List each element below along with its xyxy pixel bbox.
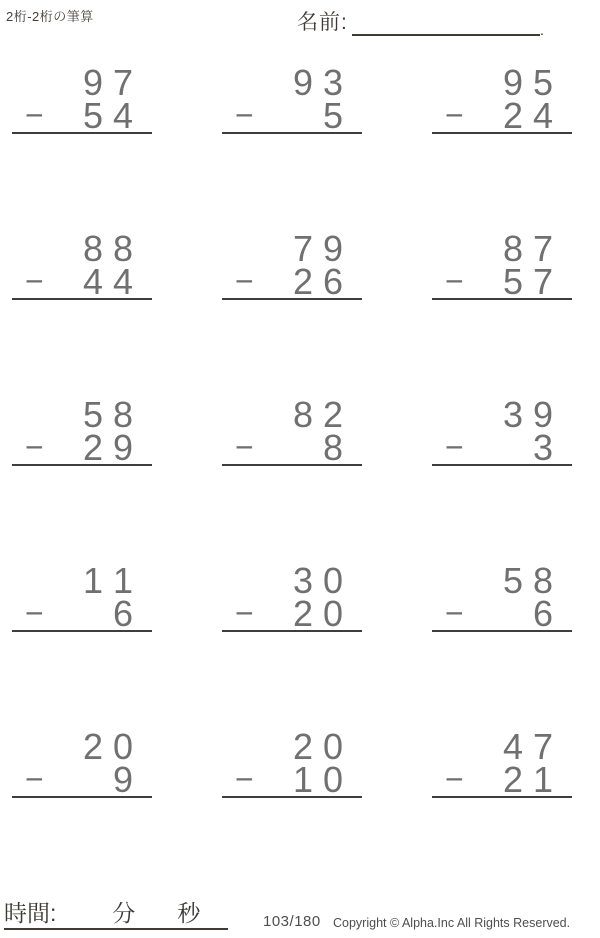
answer-line — [432, 298, 572, 300]
subtrahend-ones-digit: 8 — [322, 427, 344, 468]
minuend-tens-digit: 9 — [292, 62, 314, 103]
minus-sign: − — [25, 761, 44, 797]
minus-sign: − — [25, 595, 44, 631]
minus-sign: − — [445, 595, 464, 631]
minuend-tens-digit: 9 — [82, 62, 104, 103]
subtrahend-tens-digit — [78, 763, 108, 796]
subtrahend — [78, 261, 138, 302]
minuend-tens-digit: 2 — [82, 726, 104, 767]
minus-sign: − — [235, 595, 254, 631]
subtrahend-tens-digit: 2 — [292, 261, 314, 302]
subtrahend-ones-digit: 9 — [112, 427, 134, 468]
answer-line — [432, 796, 572, 798]
subtrahend-tens-digit — [78, 597, 108, 630]
subtrahend — [288, 759, 348, 800]
minuend-ones-digit: 8 — [112, 394, 134, 435]
subtrahend-ones-digit: 1 — [532, 759, 554, 800]
answer-line — [222, 630, 362, 632]
minuend-tens-digit: 8 — [502, 228, 524, 269]
subtraction-problem-7 — [12, 395, 152, 561]
minuend-ones-digit: 1 — [112, 560, 134, 601]
minuend-tens-digit: 2 — [292, 726, 314, 767]
subtrahend-ones-digit: 6 — [112, 593, 134, 634]
subtrahend — [78, 95, 138, 136]
subtraction-problem-8 — [222, 395, 362, 561]
subtrahend — [498, 261, 558, 302]
minuend-ones-digit: 0 — [322, 726, 344, 767]
subtrahend-tens-digit: 4 — [82, 261, 104, 302]
minus-sign: − — [235, 761, 254, 797]
subtrahend — [498, 593, 558, 634]
subtrahend-ones-digit: 3 — [532, 427, 554, 468]
time-field — [4, 899, 228, 930]
subtrahend — [288, 261, 348, 302]
minuend-ones-digit: 5 — [532, 62, 554, 103]
subtrahend-ones-digit: 0 — [322, 593, 344, 634]
subtraction-problem-11 — [222, 561, 362, 727]
subtraction-problem-15 — [432, 727, 572, 893]
minuend-ones-digit: 7 — [532, 228, 554, 269]
subtraction-problem-10 — [12, 561, 152, 727]
name-blank-line — [352, 12, 540, 36]
subtrahend — [498, 759, 558, 800]
subtraction-problem-9 — [432, 395, 572, 561]
subtrahend-ones-digit: 5 — [322, 95, 344, 136]
answer-line — [222, 298, 362, 300]
minus-sign: − — [25, 429, 44, 465]
minuend-ones-digit: 8 — [532, 560, 554, 601]
answer-line — [432, 132, 572, 134]
minus-sign: − — [25, 97, 44, 133]
subtraction-problem-3 — [432, 63, 572, 229]
problems-grid — [12, 63, 572, 893]
minuend-ones-digit: 2 — [322, 394, 344, 435]
minus-sign: − — [235, 263, 254, 299]
subtrahend-ones-digit: 4 — [112, 261, 134, 302]
minus-sign: − — [445, 429, 464, 465]
subtrahend — [78, 593, 138, 634]
subtrahend-tens-digit: 2 — [502, 759, 524, 800]
minuend-ones-digit: 7 — [112, 62, 134, 103]
subtraction-problem-12 — [432, 561, 572, 727]
minuend-tens-digit: 9 — [502, 62, 524, 103]
minuend-tens-digit: 3 — [502, 394, 524, 435]
subtrahend — [498, 95, 558, 136]
seconds-label: 秒 — [177, 900, 201, 926]
minuend-tens-digit: 7 — [292, 228, 314, 269]
subtrahend-tens-digit: 1 — [292, 759, 314, 800]
subtraction-problem-4 — [12, 229, 152, 395]
subtrahend-ones-digit: 4 — [112, 95, 134, 136]
subtrahend — [78, 427, 138, 468]
subtrahend-ones-digit: 9 — [112, 759, 134, 800]
subtrahend-tens-digit: 2 — [82, 427, 104, 468]
subtrahend-tens-digit: 2 — [502, 95, 524, 136]
answer-line — [222, 132, 362, 134]
subtrahend-tens-digit — [498, 597, 528, 630]
subtrahend-ones-digit: 6 — [532, 593, 554, 634]
answer-line — [12, 132, 152, 134]
minus-sign: − — [445, 761, 464, 797]
minuend-ones-digit: 9 — [322, 228, 344, 269]
subtrahend-tens-digit — [288, 99, 318, 132]
subtrahend-ones-digit: 0 — [322, 759, 344, 800]
subtrahend-ones-digit: 6 — [322, 261, 344, 302]
subtrahend-tens-digit — [498, 431, 528, 464]
subtrahend — [498, 427, 558, 468]
answer-line — [12, 796, 152, 798]
minus-sign: − — [235, 429, 254, 465]
minuend-ones-digit: 3 — [322, 62, 344, 103]
answer-line — [222, 796, 362, 798]
answer-line — [432, 630, 572, 632]
subtraction-problem-1 — [12, 63, 152, 229]
minutes-label: 分 — [112, 900, 136, 926]
minuend-ones-digit: 7 — [532, 726, 554, 767]
minuend-tens-digit: 8 — [82, 228, 104, 269]
subtrahend-tens-digit: 5 — [502, 261, 524, 302]
minuend-tens-digit: 5 — [82, 394, 104, 435]
subtraction-problem-6 — [432, 229, 572, 395]
subtrahend-tens-digit: 5 — [82, 95, 104, 136]
subtrahend — [288, 427, 348, 468]
minuend-ones-digit: 8 — [112, 228, 134, 269]
subtrahend — [78, 759, 138, 800]
page-number: 103/180 — [263, 913, 321, 930]
minuend-tens-digit: 5 — [502, 560, 524, 601]
subtraction-problem-14 — [222, 727, 362, 893]
name-label: 名前: — [297, 11, 348, 34]
minuend-ones-digit: 9 — [532, 394, 554, 435]
subtrahend-ones-digit: 7 — [532, 261, 554, 302]
minuend-tens-digit: 3 — [292, 560, 314, 601]
subtraction-problem-5 — [222, 229, 362, 395]
answer-line — [432, 464, 572, 466]
minuend-tens-digit: 1 — [82, 560, 104, 601]
subtrahend-ones-digit: 4 — [532, 95, 554, 136]
name-field — [297, 6, 545, 39]
minuend-ones-digit: 0 — [112, 726, 134, 767]
subtraction-problem-2 — [222, 63, 362, 229]
answer-line — [222, 464, 362, 466]
minuend-tens-digit: 4 — [502, 726, 524, 767]
minus-sign: − — [445, 263, 464, 299]
answer-line — [12, 464, 152, 466]
copyright-notice: Copyright © Alpha.Inc All Rights Reserved. — [333, 916, 571, 930]
subtrahend-tens-digit — [288, 431, 318, 464]
answer-line — [12, 630, 152, 632]
name-line-period: . — [539, 22, 545, 39]
subtrahend — [288, 593, 348, 634]
answer-line — [12, 298, 152, 300]
minus-sign: − — [235, 97, 254, 133]
minuend-ones-digit: 0 — [322, 560, 344, 601]
minus-sign: − — [25, 263, 44, 299]
minuend-tens-digit: 8 — [292, 394, 314, 435]
subtrahend — [288, 95, 348, 136]
worksheet-title: 2桁-2桁の筆算 — [6, 9, 94, 24]
subtraction-problem-13 — [12, 727, 152, 893]
subtrahend-tens-digit: 2 — [292, 593, 314, 634]
time-label: 時間: — [4, 900, 57, 926]
minus-sign: − — [445, 97, 464, 133]
